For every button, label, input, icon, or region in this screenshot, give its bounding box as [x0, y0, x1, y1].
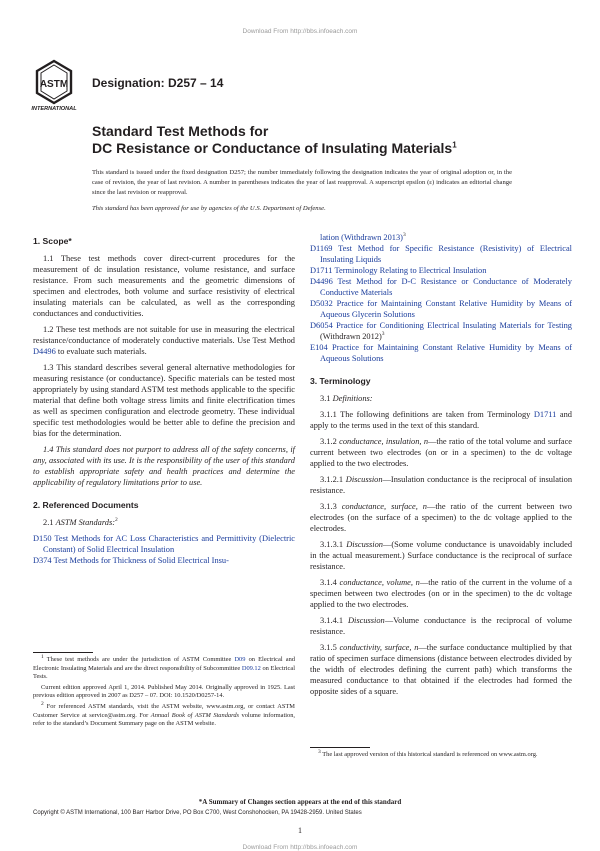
title-line-1: Standard Test Methods for	[92, 123, 269, 139]
term-3-1-2-1: 3.1.2.1 Discussion—Insulation conductance is the reciprocal of insulation resistance.	[310, 475, 573, 495]
term-3-1-3: 3.1.3 conductance, surface, n—the ratio of the current between two electrodes (on the surface of a specimen) to the dc voltage applied to the electrodes.	[310, 502, 572, 533]
page-number: 1	[298, 826, 302, 835]
footnotes-left	[33, 653, 296, 731]
footnote-1-edition: Current edition approved April 1, 2014. Published May 2014. Originally approved in 1925. Last previous edition approved in 2007 as D257 – 07. DOI: 10.1520/D0257-14.	[33, 683, 295, 700]
download-banner-bottom: Download From http://bbs.infoeach.com	[242, 844, 358, 851]
scope-1-2: 1.2 These test methods are not suitable for use in measuring the electrical resistance/conductance of moderately conductive materials. Use Test Method D4496 to evaluate such materials.	[33, 325, 295, 356]
scope-1-3: 1.3 This standard describes several general alternative methodologies for measuring resistance (or conductance). Specific materials can be tested most appropriately by using standard ASTM test methods applicable to the specific material that define both voltage stress limits and finite electrification times as well as specimen configuration and electrode geometry. These individual specific test methodologies would be better able to define the precision and bias for the determination.	[33, 363, 295, 438]
term-3-1-4-1: 3.1.4.1 Discussion—Volume conductance is the reciprocal of volume resistance.	[310, 616, 572, 636]
term-3-1-3-1: 3.1.3.1 Discussion—(Some volume conductance is unavoidably included in the actual measurement.) Surface conductance is the reciprocal of surface resistance.	[310, 540, 573, 571]
footnote-1: $^1$ These test methods are under the jurisdiction of ASTM Committee D09 on Electrical and Electronic Insulating Materials and are the direct responsibility of Subcommittee D09.12 on Electrical Tests.	[33, 653, 295, 681]
refdocs-heading: 2. Referenced Documents	[33, 500, 139, 510]
ref-d6054[interactable]: D6054 Practice for Conditioning Electrical Insulating Materials for Testing (Withdrawn 2012)$^3$	[310, 321, 572, 341]
svg-text:ASTM: ASTM	[39, 79, 69, 90]
dod-note: This standard has been approved for use by agencies of the U.S. Department of Defense.	[92, 205, 326, 212]
summary-note: *A Summary of Changes section appears at the end of this standard	[198, 798, 402, 806]
svg-text:INTERNATIONAL: INTERNATIONAL	[31, 106, 77, 111]
ref-d5032[interactable]: D5032 Practice for Maintaining Constant Relative Humidity by Means of Aqueous Glycerin Solutions	[310, 299, 572, 319]
scope-heading: 1. Scope*	[33, 236, 72, 246]
astm-logo	[31, 59, 77, 111]
d1711-link[interactable]: D1711	[533, 410, 557, 419]
footnote-rule-right	[310, 747, 370, 748]
ref-e104[interactable]: E104 Practice for Maintaining Constant Relative Humidity by Means of Aqueous Solutions	[310, 343, 572, 363]
ref-d1711[interactable]: D1711 Terminology Relating to Electrical Insulation	[310, 266, 487, 275]
footnote-rule-left	[33, 652, 93, 653]
ref-d374-start[interactable]: D374 Test Methods for Thickness of Solid Electrical Insu-	[33, 556, 229, 565]
terminology-heading: 3. Terminology	[310, 376, 371, 386]
ref-d150[interactable]: D150 Test Methods for AC Loss Characteristics and Permittivity (Dielectric Constant) of Solid Electrical Insulation	[33, 534, 295, 554]
right-column	[310, 232, 572, 702]
ref-d1169[interactable]: D1169 Test Method for Specific Resistance (Resistivity) of Electrical Insulating Liquids	[310, 244, 572, 264]
download-banner-top: Download From http://bbs.infoeach.com	[242, 28, 358, 35]
title-line-2: DC Resistance or Conductance of Insulating Materials$^1$	[92, 140, 457, 156]
term-3-1-4: 3.1.4 conductance, volume, n—the ratio of the current in the volume of a specimen between two electrodes (on or in the specimen) to the dc voltage applied to the two electrodes.	[310, 578, 573, 609]
copyright: Copyright © ASTM International, 100 Barr Harbor Drive, PO Box C700, West Conshohocken, PA 19428-2959. United States	[33, 810, 362, 816]
ref-d374-end[interactable]: lation (Withdrawn 2013)$^3$	[320, 232, 406, 242]
term-3-1-5: 3.1.5 conductivity, surface, n—the surface conductance multiplied by that ratio of specimen surface dimensions (distance between electrodes divided by the width of electrodes defining the current path) which transforms the measured conductance to that obtained if the electrodes had formed the opposite sides of a square.	[310, 643, 572, 696]
left-column	[33, 233, 295, 566]
footnote-3: $^3$ The last approved version of this historical standard is referenced on www.astm.org.	[318, 748, 538, 758]
scope-1-1: 1.1 These test methods cover direct-current procedures for the measurement of dc insulation resistance, volume resistance, and surface resistance. From such measurements and the geometric dimensions of specimen and electrodes, both volume and surface resistivity of electrical insulating materials can be calculated, as well as the corresponding conductances and conductivities.	[33, 254, 295, 318]
term-3-1-2: 3.1.2 conductance, insulation, n—the ratio of the total volume and surface current between two electrodes (on or in a specimen) to the dc voltage applied to the two electrodes.	[310, 437, 573, 468]
designation: Designation: D257 – 14	[92, 76, 224, 90]
footnote-2: $^2$ For referenced ASTM standards, visit the ASTM website, www.astm.org, or contact ASTM Customer Service at service@astm.org. For Annual Book of ASTM Standards volume information, refer to the standard’s Document Summary page on the ASTM website.	[33, 700, 296, 728]
term-3-1-1: 3.1.1 The following definitions are taken from Terminology D1711 and apply to the terms used in the text of this standard.	[310, 410, 572, 430]
issue-note: This standard is issued under the fixed designation D257; the number immediately following the designation indicates the year of original adoption or, in the case of revision, the year of last revision. A number in parentheses indicates the year of last reapproval. A superscript epsilon (ε) indicates an editorial change since the last revision or reapproval.	[92, 169, 512, 196]
d4496-link[interactable]: D4496	[33, 347, 56, 356]
ref-d4496[interactable]: D4496 Test Method for D-C Resistance or Conductance of Moderately Conductive Materials	[310, 277, 572, 297]
term-3-1: 3.1 Definitions:	[320, 394, 373, 403]
scope-1-4: 1.4 This standard does not purport to address all of the safety concerns, if any, associated with its use. It is the responsibility of the user of this standard to establish appropriate safety and health practices and determine the applicability of regulatory limitations prior to use.	[33, 445, 295, 487]
astm-standards-sub: 2.1 ASTM Standards:$^2$	[43, 517, 118, 527]
